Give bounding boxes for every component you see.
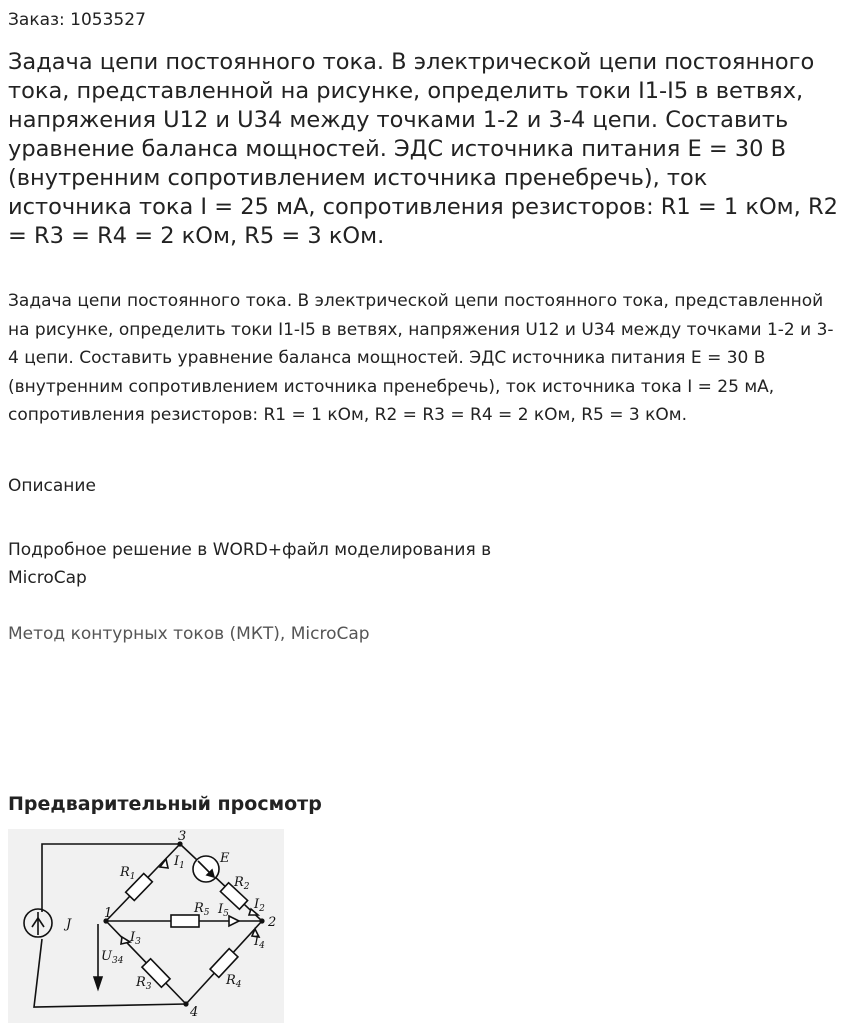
label-r5: $R_5$ (194, 901, 210, 918)
label-node-3: 3 (178, 829, 187, 844)
preview-heading: Предварительный просмотр (8, 793, 322, 815)
label-j: J (66, 917, 72, 932)
label-u34: $U_{34}$ (101, 949, 124, 966)
label-i4: $I_4$ (254, 934, 265, 951)
label-node-1: 1 (104, 906, 113, 921)
label-i3: $I_3$ (130, 930, 141, 947)
label-r4: $R_4$ (226, 973, 242, 990)
label-i2: $I_2$ (254, 897, 265, 914)
task-text: Задача цепи постоянного тока. В электрической цепи постоянного тока, представленной на рисунке, определить токи I1-I5 в ветвях, напряжения U12 и U34 между точками 1-2 и 3-4 цепи. Составить уравнение баланса мощностей. ЭДС источника питания E = 30 В (внутренним сопротивлением источника пренебречь), ток источника тока I = 25 мА, сопротивления резисторов: R1 = 1 кОм, R2 = R3 = R4 = 2 кОм, R5 = 3 кОм. (8, 291, 834, 426)
resistor-r5 (171, 915, 199, 927)
wire-top (42, 844, 180, 912)
label-r2: $R_2$ (234, 875, 250, 892)
circuit-preview-image (8, 829, 284, 1023)
label-e: E (220, 851, 230, 866)
label-node-4: 4 (190, 1005, 199, 1020)
label-i5: $I_5$ (218, 902, 229, 919)
label-i1: $I_1$ (174, 854, 185, 871)
node-4 (183, 1001, 188, 1006)
label-r3: $R_3$ (136, 975, 152, 992)
page-title: Задача цепи постоянного тока. В электрической цепи постоянного тока, представленной на рисунке, определить токи I1-I5 в ветвях, напряжения U12 и U34 между точками 1-2 и 3-4 цепи. Составить уравнение баланса мощностей. ЭДС источника питания E = 30 В (внутренним сопротивлением источника пренебречь), ток источника тока I = 25 мА, сопротивления резисторов: R1 = 1 кОм, R2 = R3 = R4 = 2 кОм, R5 = 3 кОм. (8, 49, 838, 249)
node-2 (259, 918, 264, 923)
order-number: Заказ: 1053527 (8, 10, 146, 30)
description-heading: Описание (8, 476, 96, 496)
description-text: Подробное решение в WORD+файл моделирования в MicroCap (8, 540, 492, 588)
solution-method: Метод контурных токов (МКТ), MicroCap (8, 624, 370, 644)
label-node-2: 2 (268, 915, 277, 930)
circuit-diagram (8, 829, 284, 1023)
label-r1: $R_1$ (120, 865, 136, 882)
